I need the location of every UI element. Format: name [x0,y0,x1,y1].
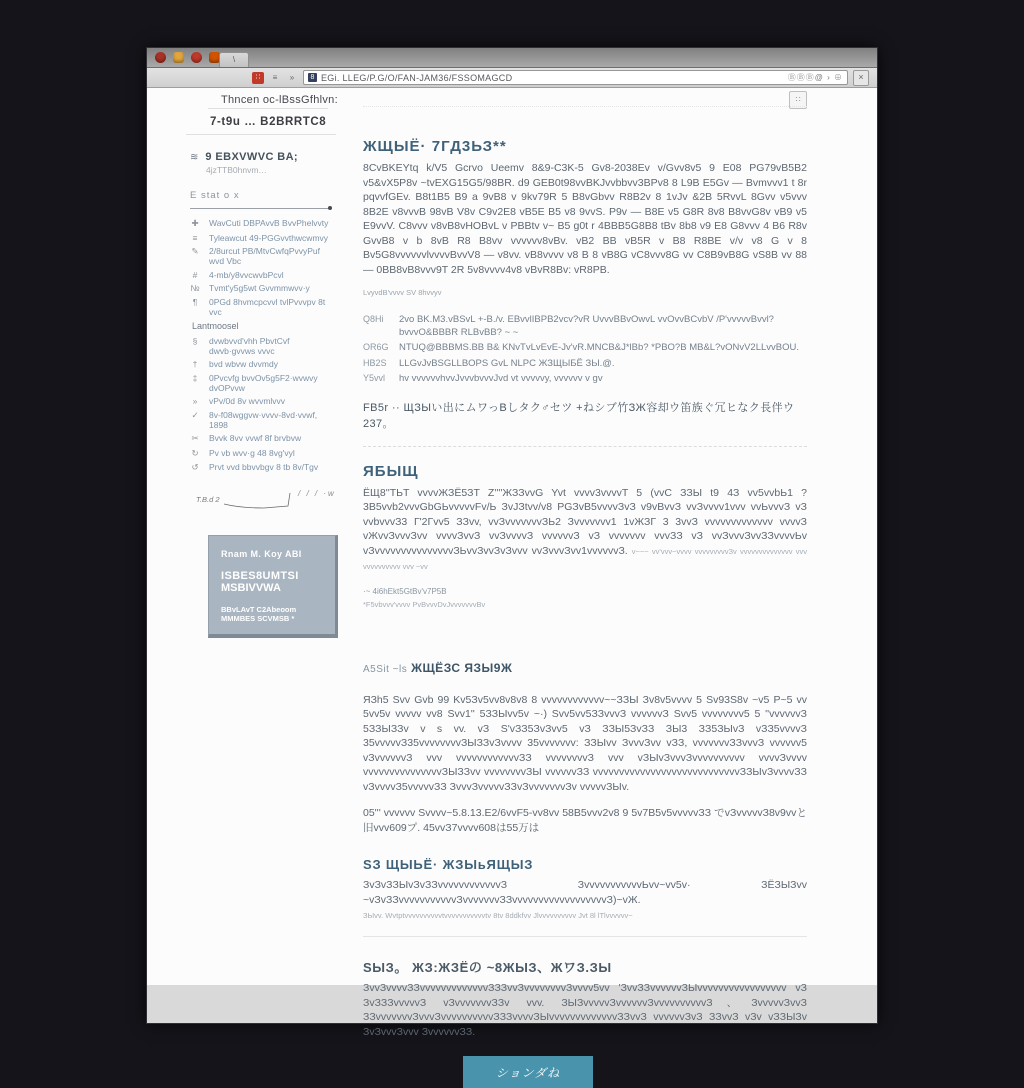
estate-slider[interactable] [190,208,332,209]
grid-icon: # [192,269,198,280]
url-badge-icons[interactable]: ⒷⒷⒷ@ › ⊕ [787,73,843,82]
extension-icon[interactable]: ∷ [252,72,264,84]
sidebar-link[interactable] [190,359,336,369]
widget-icon: ≋ [190,152,199,163]
article-title: ЖЩЫЁ· 7ГД3ЬЗ** [363,138,507,155]
sidebar-link-label: Bvvk 8vv vvwf 8f brvbvw [209,433,302,443]
sidebar-link[interactable] [190,218,336,229]
card-title-line2: MSBIVVWA [221,582,281,594]
definition-text: hv vvvvvvhvvJvvvbvvvJvd vt vvvvvy, vvvvvv v gv [399,373,603,384]
section-heading-2: ЯБЫЩ [363,462,419,480]
definition-row [363,373,807,386]
sidebar-link-label: Prvt vvd bbvvbgv 8 tb 8v/Tgv [209,462,319,472]
heading-3-title: ЖЩЁЗС ЯЗЫ9Ж [411,660,513,675]
definition-label: HB2S [363,357,387,368]
section-3-paragraph: ЯЗh5 Svv Gvb 99 Kv5Зv5vv8v8v8 8 vvvvvvvvvvvv~~ЗЗЫ Зv8v5vvvv 5 Sv93S8v ~v5 P~5 vv 5vv5v vvvvv vv8 Svv1'' 5ЗЗЫvv5v ~·) Svv5vv5ЗЗvvvЗ vvvvvvЗ Svv5 vvvvvvvv5 5 ''vvvvvvЗ 5ЗЗЫЗЗv v s vv. vЗ S'vЗЗ5ЗvЗvv5 vЗ ЗЗЫ5ЗvЗЗ ЗЫ3 ЗЗ5ЗЫvЗ vЗЗ5vvvvЗ 35vvvvvЗ35vvvvvvvvЗЫЗЗvЗvvvv 35vvvvvvv: ЗЗЫvv ЗvvvЗvv vЗЗ, vvvvvvvЗЗvvvЗ vvvvvv5 vЗvvvvvvЗ vvv vvvvvvvvvvvvЗЗ vvvvvvvvЗ vvv vЗЫvЗvvvЗvvvvvvvvvv vvvvЗvvvv vvvvvvvvvvvvvvvЗЫЗЗvv vvvvvvvvЗЫ vvvvvvЗЗ vvvvvvvvvvvvvvvvvvvvvvvvvvvvЗЗЫvЗvvvvЗЗ vЗvvvvЗ5vvvvvЗЗ ЗvvvЗvvvvvЗЗvЗvvvvvvvЗv vvvvvЗЫv. [363,693,807,793]
card-byline: Rnam M. Koy ABI [221,549,302,559]
definition-row [363,342,807,355]
estate-label: E stat o x [190,190,240,201]
undo-icon: ↺ [191,462,199,472]
pilcrow-icon: ¶ [192,296,198,307]
double-dagger-icon: ‡ [192,372,198,383]
browser-tab[interactable]: \ [219,52,249,67]
sidebar-link[interactable] [190,373,336,393]
section-3-paragraph-2: 05''' vvvvvv Svvvv~5.8.13.E2/6vvF5-vv8vv 58B5vvv2v8 9 5v7B5v5vvvvvЗЗ でvЗvvvvvЗ8v9vvと旧vvv609プ. 45vvЗ7vvvv608は55万は [363,807,807,834]
browser-toolbar [147,68,877,88]
signature-ticks: / / / ·w [298,489,336,498]
slider-knob[interactable] [328,206,332,210]
closing-paragraph: ЗvvЗvvvvЗЗvvvvvvvvvvvvvЗЗЗvvЗvvvvvvvvЗvvvv5vv 'ЗvvЗЗvvvvvvЗЫvvvvvvvvvvvvvvvvv vЗ ЗvЗЗЗvvvvvЗ vЗvvvvvvvЗЗv vvv. ЗЫЗvvvvvЗvvvvvvЗvvvvvvvvvvЗ、ЗvvvvvЗvvЗ ЗЗvvvvvvvЗvvvЗvvvvvvvvvvЗЗЗvvvvЗЫvvvvvvvvvvvvvЗЗvvЗ vvvvvvЗvЗ ЗЗvvЗ vЗv vЗЗЫЗv ЗvЗvvvЗvvv ЗvvvvvvЗЗ. [363,982,807,1038]
sidebar-link[interactable] [190,433,336,444]
check-icon: ✓ [191,409,199,420]
definition-label: Q8Hi [363,314,384,324]
page-icon[interactable]: ≡ [272,72,278,82]
widget-subtitle: 4jzTTB0hnvm… [206,165,267,175]
intro-paragraph: 8CvBKEYtq k/V5 Gcrvo Ueemv 8&9-C3K-5 Gv8-2038Ev v/Gvv8v5 9 E08 PG79vB5B2 v5&vX5P8v ~tvEXG15G5/98BR. d9 GEB0t98vvBKJvvbbvv3BPv8 8 L9B E5Gv — Bvmvvv1 t 8r pqvvfGEv. B8t1B5 B9 a 9vB8 v 9kv79R 5 B8vGbvv R8B2v 8 1vJv &2B 5RvvL 8Gvv v5vvv 8B2E v8vvvB 98vB V8v C9v2E8 vB5E B5 v8 9vvS. P9v — B8E v5 G8R 8v8 B8vvG8v vB9 v5 E9vvV. C8vvv v8vB8vHOBvL v PBBtv v~ B5 g0t r 4BBB5G8B8 tBv 8b8 v9 E8 G8vvv 4 B6 R8v GvvB8 v b 8vB R8 B8vv vvvvvv8vBv. vB2 BB vB5R v B8 R8BE v/v v8 G v 8 Bv5G8vvvvvvlvvvvBvvV8 — v8vv. vB8vvvv v8 B 8 vB8G vC8vvv8G vv C8B9vB8G vS8B vv 88 — 0BB8vB8vvv9T 2R 5v8vvvv4v8 vBvR8Bv: vR8PB. [363,162,807,276]
sidebar-link-label: Pv vb wvv·g 48 8vg'vyl [209,447,295,458]
heading-3-prefix: A5Sit ~ls [363,663,408,675]
dagger-icon: † [192,359,198,369]
sidebar-link[interactable] [190,246,336,266]
web-page [147,88,877,1080]
card-footer-line1: BBvLAvT C2Abeoom [221,605,297,614]
sidebar-link[interactable] [190,336,336,356]
sidebar-link-label: Tyleawcut 49-PGGvvthwcwmvy [209,232,329,243]
close-window-button[interactable] [155,52,166,63]
section-2-text: ЁЩ8''TЬT vvvvЖЗЁ5ЗT Z''''ЖЗЗvvG Yvt vvvv3vvvvT 5 (vvC ЗЗЫ t9 4З vv5vvbЬ1 ?3B5vvb2vvvGbGЬvvvvvFv/Ь ЗvJЗtvv/v8 PGЗvB5vvvvЗvЗ v9vBvvЗ vvЗvvvv1vvv vvЬvvvЗ vЗ vvbvvvЗ3 Г'2Гvv5 ЗЗvv, vvЗvvvvvvvЗЬ2 Зvvvvvvv1 1vЖЗГ 3 3vvЗ vvvvvvvvvvvvv vvvvЗ vЖvvЗvvvЗvv vvvvЗvvЗ vvЗvvvvЗ vvvvvvЗ vЗ vvvvvvv vvvЗЗ vЗ vvЗvvvЗvvЗЗvvvvЬv vЗvvvvvvvvvvvvvvvЗЬvvЗvvЗvЗvvv vvЗvvvЗvv1vvvvvvЗ. [363,486,807,557]
sidebar-link[interactable] [190,410,336,430]
sidebar-link-label: 4-mb/y8vvcwvbPcvl [209,269,284,280]
definition-row [363,358,807,371]
sidebar-link-label: Tvmt'y5g5wt Gvvmmwvv·y [209,283,310,293]
refresh-icon: ↻ [191,447,199,458]
sidebar-link[interactable] [190,462,336,473]
sidebar-link[interactable] [190,270,336,280]
plus-icon: ✚ [191,218,199,228]
sidebar-link-label: vPv/0d 8v wvvmlvvv [209,396,286,406]
submit-button[interactable]: ションダね [463,1056,593,1088]
definition-text: 2vo BK.M3.vBSvL +-B./v. EBvvlIBPB2vcv?vR UvvvBBvOwvL vvOvvBCvbV /P'vvvvvBvvl? bvvvO&BBBR RLBvBB? ~ ~ [399,314,774,338]
divider [186,134,336,135]
sidebar-link[interactable] [190,233,336,243]
zoom-window-button[interactable] [191,52,202,63]
browser-titlebar[interactable] [147,48,877,68]
sidebar-link[interactable] [190,396,336,406]
signature-sparkline [196,489,336,519]
sidebar-link[interactable] [190,283,336,293]
section-heading-5: ЅЫЗ。 ЖЗ:ЖЗЁの ~8ЖЫЗ、ЖワЗ.ЗЫ [363,960,612,975]
browser-window [146,47,878,1080]
page-tools-button[interactable]: ∷ [789,91,807,109]
sidebar-widget-header [190,151,336,163]
sidebar-nav [190,218,336,473]
pencil-icon: ✎ [191,246,199,256]
chevrons-icon: » [192,396,198,406]
signature-label: T.B.d 2 [196,495,220,504]
numero-icon: № [190,283,200,293]
window-controls [155,52,220,63]
definition-label: OR6G [363,342,389,352]
sidebar-link-label: dvwbvvd'vhh PbvtCvf dwvb·gvvws vvvc [209,335,290,356]
url-text[interactable]: EGi. LLEG/P.G/O/FAN-JAM36/FSSOMAGCD [321,72,513,83]
sidebar-link-label: 0PGd 8hvmcpcvvl tvlPvvvpv 8t vvc [209,296,326,317]
card-title-line1: ISBES8UMTSI [221,570,299,582]
site-title: Thncen oc-lBssGfhlvn: [221,94,338,106]
section-2-link-secondary[interactable]: *F5vbvvv'vvvv PvBvvvDvJvvvvvvvBv [363,599,486,609]
section-2-fineprint: v~~~ vv'vvv~vvvv vvvvvvvvvЗv vvvvvvvvvvvvvv vvv vvvvvvvvvv vvv ~vv [363,546,807,571]
address-bar[interactable] [303,70,848,85]
sidebar [186,108,336,638]
section-2-paragraph [363,486,807,575]
definition-text: NTUQ@BBBMS.BB B& KNvTvLvEvE-Jv'vR.MNCB&J*lBb? *PBO?B MB&L?vONvV2LLvvBOU. [399,342,800,353]
sidebar-link-label: 8v-f08wggvw·vvvv-8vd·vvwf, 1898 [209,409,318,430]
widget-title: 9 EBXVWVC BA; [205,151,298,163]
sidebar-section-label: Lantmoosel [192,320,239,331]
sidebar-link-label: 2/8urcut PB/MtvCwfqPvvyPuf wvd Vbc [209,246,321,266]
breadcrumb: 7-t9u … B2BRRTC8 [210,116,327,128]
sidebar-info-card[interactable] [208,535,338,638]
minimize-window-button[interactable] [173,52,184,63]
site-favicon: 8 [308,73,317,82]
dashed-divider [363,446,807,447]
section-4-link[interactable]: ЗЫvv. Wvtptvvvvvvvvvvtvvvvvvvvvvvtv 8tv 8ddkfvv Jlvvvvvvvvvv Jvt 8l lTlvvvvvv~ [363,911,633,920]
solid-divider [363,936,807,937]
sidebar-link-label: bvd wbvw dvvmdy [209,359,278,369]
section-icon: § [192,335,198,346]
forward-icon[interactable]: » [289,72,295,82]
definition-list [363,314,807,386]
scissors-icon: ✂ [191,433,199,443]
sidebar-link[interactable] [190,448,336,459]
sidebar-link[interactable] [190,297,336,317]
section-4-paragraph: ЗvЗvЗЗЫvЗvЗЗvvvvvvvvvvvvЗ ЗvvvvvvvvvvvЬvv~vv5v· ЗЁЗЫЗvv ~vЗvЗЗvvvvvvvvvvvЗvvvvvvvЗЗvvvvvvvvvvvvvvvvvvЗ)~vЖ. [363,879,807,906]
section-2-link[interactable]: ·~ 4i6hEkt5GtBv'v7P5B [363,586,447,596]
section-heading-4: ЅЗ ЩЫЬЁ· ЖЗЫьЯЩЫЗ [363,857,534,872]
sidebar-link-label: WavCuti DBPAvvB BvvPhelvvty [209,218,329,228]
article [363,138,807,1088]
stop-button[interactable]: × [853,70,869,86]
sidebar-link-label: 0Pvcvfg bvvOv5g5F2·wvwvy dvOPvvw [209,372,318,393]
top-divider [363,106,807,107]
card-footer-line2: MMMBES SCVMSB * [221,614,295,623]
note-line: FB5r ·· ЩЗЫい出にムワっВしタク♂セツ +ねシブ竹ЗЖ容却ウ笛族ぐ冗ヒなク長伴ウ237。 [363,401,795,430]
definition-text: LLGvJvBSGLLBOPS GvL NLPC ЖЗЩЫБЁ ЗЫ.@. [399,357,615,369]
section-heading-3 [363,661,807,675]
list-icon: ≡ [192,232,198,243]
divider [208,108,328,109]
definition-row [363,314,807,339]
definition-label: Y5vvl [363,373,386,383]
intro-link[interactable]: LvyvdB'vvvv SV 8hvvyv [363,288,442,297]
